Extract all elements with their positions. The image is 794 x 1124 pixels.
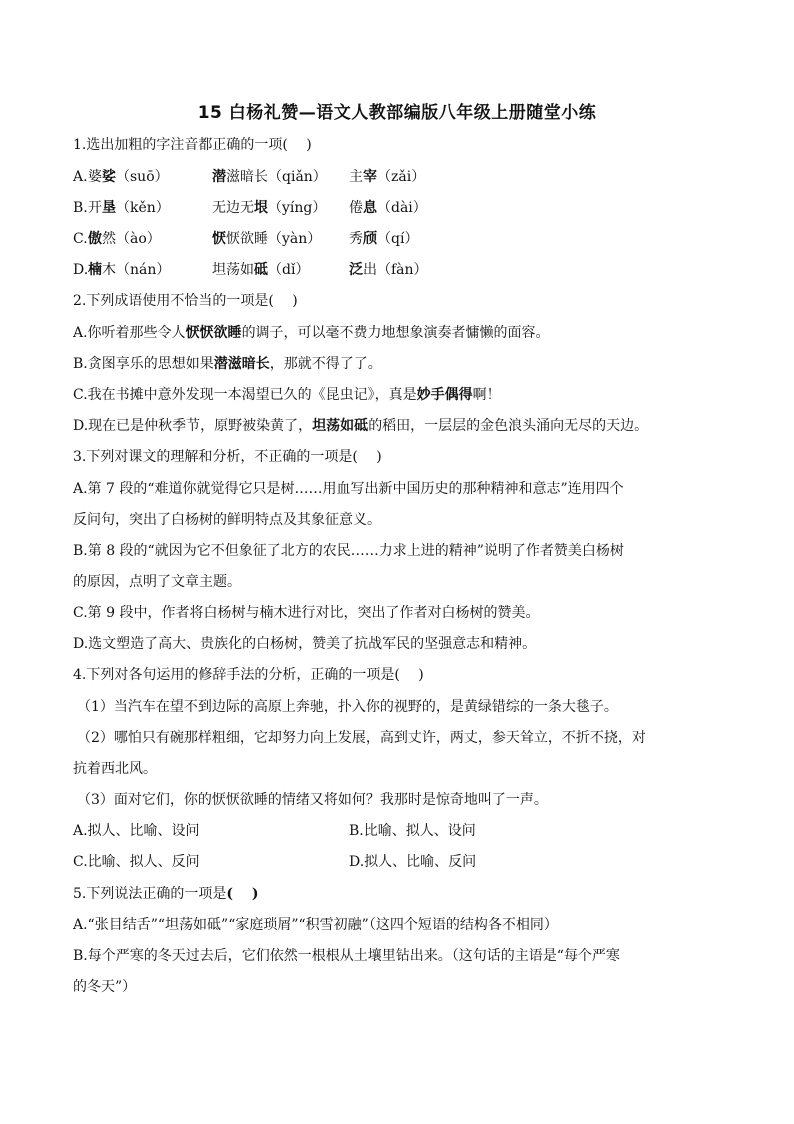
q3-option-a-line1: A.第 7 段的“难道你就觉得它只是树……用血写出新中国历史的那种精神和意志”连用四个 — [73, 481, 624, 497]
q4-option-d: D.拟人、比喻、反问 — [349, 854, 477, 870]
q2-option-b: B.贪图享乐的思想如果潜滋暗长，那就不得了了。 — [73, 356, 382, 372]
q5-stem: 5.下列说法正确的一项是( ) — [73, 886, 259, 902]
q1-a-c3: 主宰（zǎi） — [349, 169, 426, 185]
q4-option-c: C.比喻、拟人、反问 — [73, 854, 200, 870]
q3-option-c: C.第 9 段中，作者将白杨树与楠木进行对比，突出了作者对白杨树的赞美。 — [73, 605, 540, 621]
q1-d-c3: 泛出（fàn） — [349, 262, 428, 278]
q3-stem: 3.下列对课文的理解和分析，不正确的一项是( ) — [73, 449, 382, 465]
q1-a-c1: 婆娑（suō） — [88, 169, 169, 185]
q1-stem: 1.选出加粗的字注音都正确的一项( ) — [73, 137, 312, 153]
q3-option-b-line2: 的原因，点明了文章主题。 — [73, 574, 241, 590]
q1-c-c3: 秀颀（qí） — [349, 231, 419, 247]
q1-c-c2: 恹恹欲睡（yàn） — [212, 231, 322, 247]
q4-sentence-2-line1: （2）哪怕只有碗那样粗细，它却努力向上发展，高到丈许，两丈，参天耸立，不折不挠，对 — [77, 730, 646, 746]
q2-option-c: C.我在书摊中意外发现一本渴望已久的《昆虫记》，真是妙手偶得啊！ — [73, 387, 501, 403]
q2-option-d: D.现在已是仲秋季节，原野被染黄了，坦荡如砥的稻田，一层层的金色浪头涌向无尽的天边。 — [73, 418, 649, 434]
q3-option-d: D.选文塑造了高大、贵族化的白杨树，赞美了抗战军民的坚强意志和精神。 — [73, 636, 537, 652]
q5-option-b-line1: B.每个严寒的冬天过去后，它们依然一根根从土壤里钻出来。（这句话的主语是“每个严寒 — [73, 948, 620, 964]
q5-option-b-line2: 的冬天”） — [73, 979, 137, 995]
q1-a-c2: 潜滋暗长（qiǎn） — [212, 169, 327, 185]
q3-option-a-line2: 反问句，突出了白杨树的鲜明特点及其象征意义。 — [73, 512, 381, 528]
q5-option-a: A.“张目结舌”“坦荡如砥”“家庭琐屑”“积雪初融”（这四个短语的结构各不相同） — [73, 917, 558, 933]
page-title: 15 白杨礼赞—语文人教部编版八年级上册随堂小练 — [197, 103, 597, 123]
q1-c-label: C. — [73, 231, 88, 247]
q4-sentence-2-line2: 抗着西北风。 — [73, 761, 157, 777]
q4-stem: 4.下列对各句运用的修辞手法的分析，正确的一项是( ) — [73, 667, 424, 683]
q4-option-a: A.拟人、比喻、设问 — [73, 823, 200, 839]
q1-a-label: A. — [73, 169, 88, 185]
q1-d-c2: 坦荡如砥（dǐ） — [212, 262, 310, 278]
q1-b-c1: 开垦（kěn） — [88, 200, 170, 216]
q1-d-label: D. — [73, 262, 89, 278]
q1-d-c1: 楠木（nán） — [88, 262, 171, 278]
q2-option-a: A.你听着那些令人恹恹欲睡的调子，可以毫不费力地想象演奏者慵懒的面容。 — [73, 325, 550, 341]
q3-option-b-line1: B.第 8 段的“就因为它不但象征了北方的农民……力求上进的精神”说明了作者赞美白杨树 — [73, 543, 624, 559]
q4-sentence-1: （1）当汽车在望不到边际的高原上奔驰，扑入你的视野的，是黄绿错综的一条大毯子。 — [77, 699, 618, 715]
q1-b-label: B. — [73, 200, 88, 216]
q2-stem: 2.下列成语使用不恰当的一项是( ) — [73, 293, 298, 309]
q4-option-b: B.比喻、拟人、设问 — [349, 823, 476, 839]
q1-b-c2: 无边无垠（yíng） — [212, 200, 327, 216]
q1-c-c1: 傲然（ào） — [88, 231, 161, 247]
q1-b-c3: 倦息（dài） — [349, 200, 427, 216]
q4-sentence-3: （3）面对它们，你的恹恹欲睡的情绪又将如何？我那时是惊奇地叫了一声。 — [77, 792, 548, 808]
